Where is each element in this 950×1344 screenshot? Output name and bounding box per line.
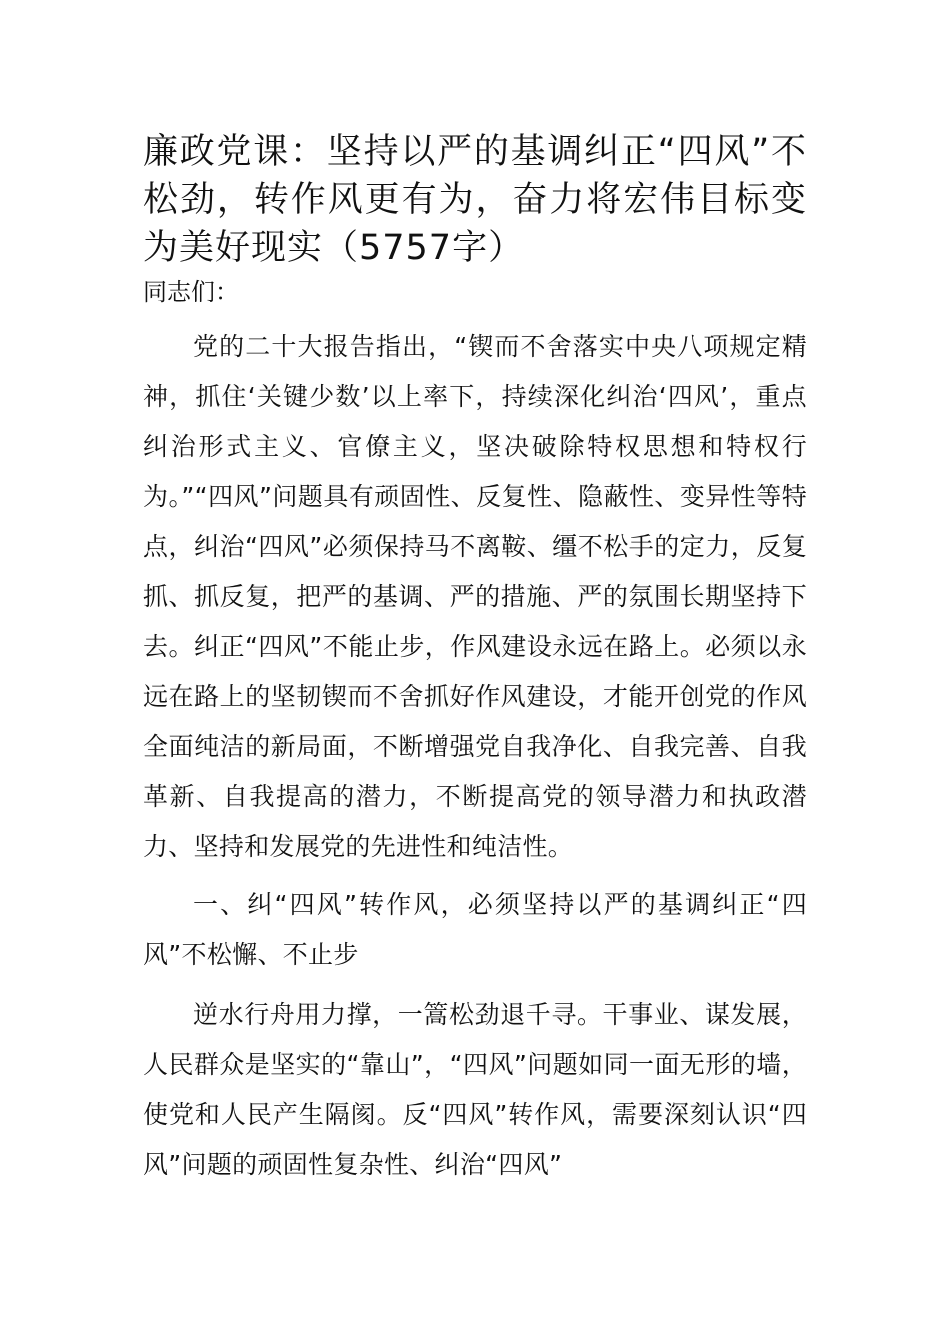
document-title: 廉政党课：坚持以严的基调纠正“四风”不松劲，转作风更有为，奋力将宏伟目标变为美好现实（5757字） <box>143 132 807 268</box>
salutation: 同志们： <box>143 278 239 306</box>
body-paragraph-2: 逆水行舟用力撑，一篙松劲退千寻。干事业、谋发展，人民群众是坚实的“靠山”，“四风”问题如同一面无形的墙，使党和人民产生隔阂。反“四风”转作风，需要深刻认识“四风”问题的顽固性复杂性、纠治“四风” <box>143 1000 807 1179</box>
body-paragraph-1: 党的二十大报告指出，“锲而不舍落实中央八项规定精神，抓住‘关键少数’以上率下，持续深化纠治‘四风’，重点纠治形式主义、官僚主义，坚决破除特权思想和特权行为。”“四风”问题具有顽固性、反复性、隐蔽性、变异性等特点，纠治“四风”必须保持马不离鞍、缰不松手的定力，反复抓、抓反复，把严的基调、严的措施、严的氛围长期坚持下去。纠正“四风”不能止步，作风建设永远在路上。必须以永远在路上的坚韧锲而不舍抓好作风建设，才能开创党的作风全面纯洁的新局面，不断增强党自我净化、自我完善、自我革新、自我提高的潜力，不断提高党的领导潜力和执政潜力、坚持和发展党的先进性和纯洁性。 <box>143 332 807 861</box>
section-heading-1: 一、纠“四风”转作风，必须坚持以严的基调纠正“四风”不松懈、不止步 <box>143 890 807 969</box>
document-body <box>143 128 807 1190</box>
